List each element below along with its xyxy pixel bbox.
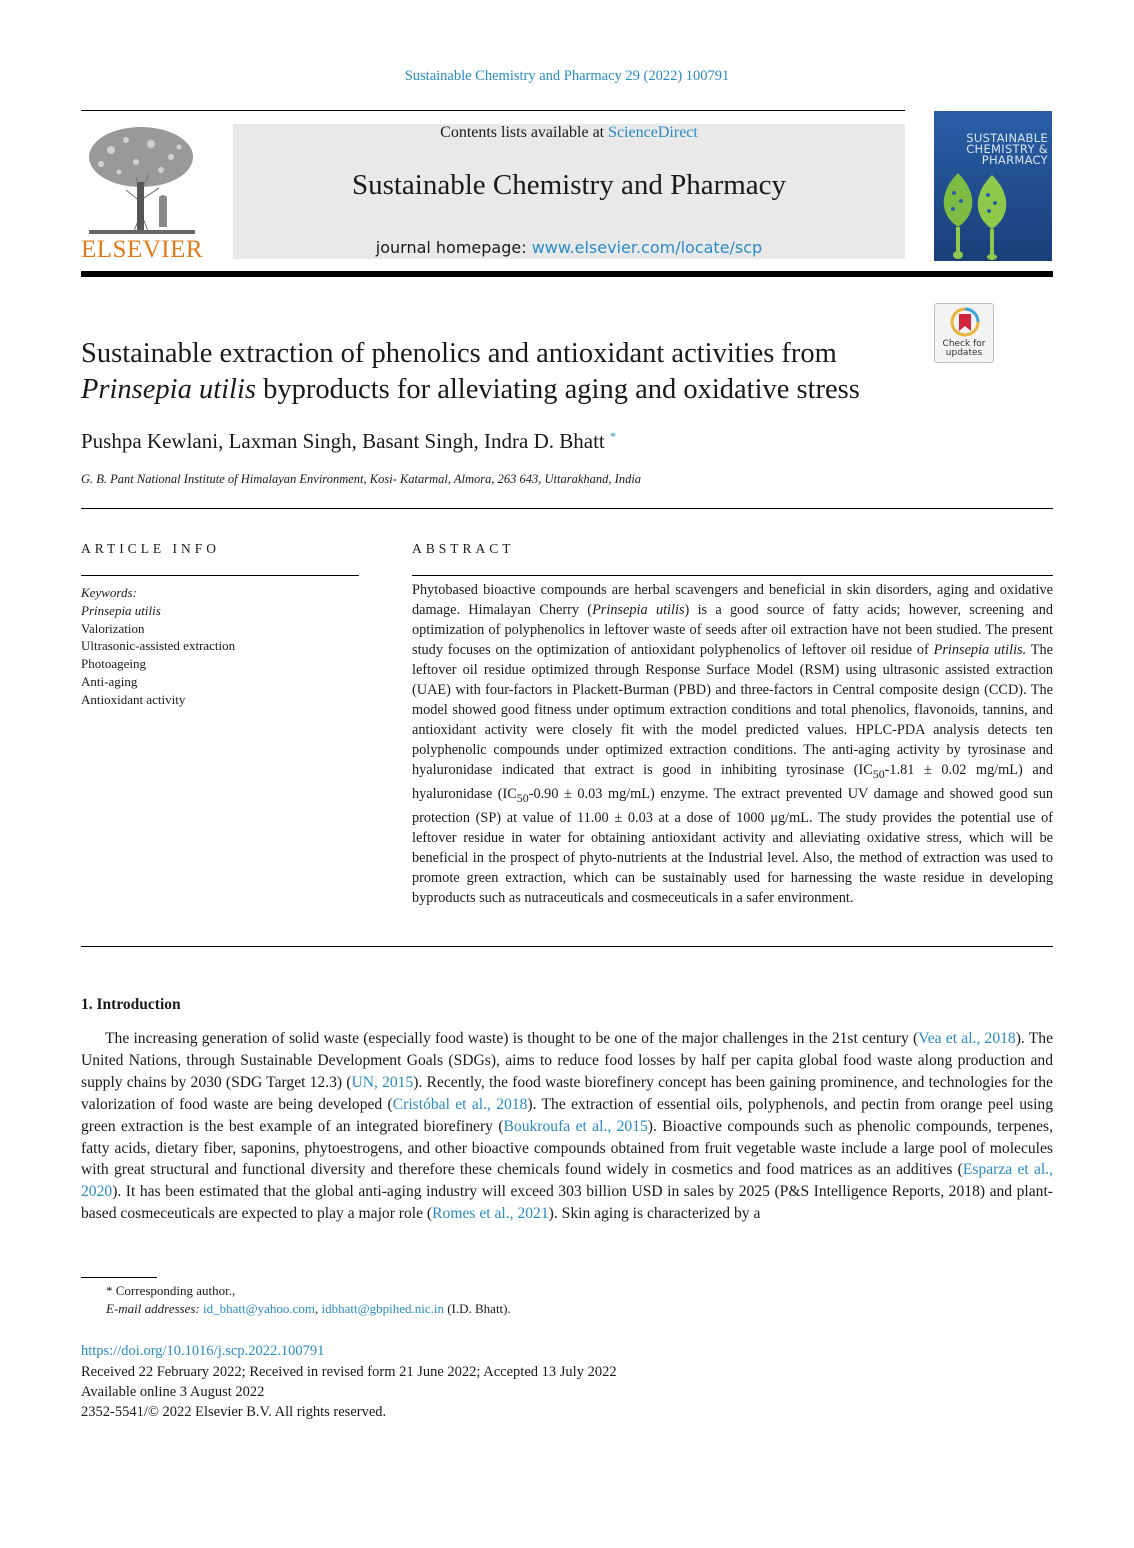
- doi-link[interactable]: [81, 1343, 324, 1360]
- abstract-text: Phytobased bioactive compounds are herbal scavengers and beneficial in skin disorders, aging and oxidative damage. Himalayan Cherry (: [412, 582, 1053, 618]
- citation-link[interactable]: Romes et al., 2021: [432, 1205, 549, 1223]
- journal-banner: [233, 124, 905, 259]
- check-for-updates-label: Check for updates: [942, 339, 986, 358]
- email-owner: (I.D. Bhatt).: [443, 1301, 511, 1316]
- check-for-updates-button[interactable]: [934, 303, 994, 363]
- citation-link[interactable]: UN, 2015: [351, 1073, 414, 1091]
- keywords-label: Keywords:: [81, 585, 137, 600]
- article-title: [81, 336, 921, 408]
- section-rule: [81, 508, 1053, 509]
- section-rule: [81, 946, 1053, 947]
- cover-title-line: SUSTAINABLE: [966, 131, 1048, 145]
- subscript: 50: [872, 766, 885, 781]
- body-text: ). The United Nations, through Sustainable Development Goals (SDGs), aims to reduce food losses by half per capita global food waste along production and supply chains by 2030 (SDG Target 12.3) (: [81, 1030, 1054, 1091]
- copyright: 2352-5541/© 2022 Elsevier B.V. All rights reserved.: [81, 1404, 387, 1420]
- abstract-text: The leftover oil residue optimized through Response Surface Model (RSM) using ultrasonic assisted extraction (UAE) with four-factors in Plackett-Burman (PBD) and three-factors in Central composite design (CCD). The model showed good fitness under optimum extraction conditions and total phenolics, flavonoids, tannins, and antioxidant activity were closely fit with the model predicted values. HPLC-PDA analysis detects ten polyphenolic compounds under optimized extraction conditions. The anti-aging activity by tyrosinase and hyaluronidase indicated that extract is good in inhibiting tyrosinase (IC: [412, 642, 1053, 778]
- email-label: E-mail addresses:: [106, 1301, 204, 1316]
- header-rule: [81, 110, 905, 111]
- keyword-item: Anti-aging: [81, 673, 138, 689]
- abstract-text: -0.90 ± 0.03 mg/mL) enzyme. The extract prevented UV damage and showed good sun protection (SP) at value of 11.00 ± 0.03 at a dose of 1000 μg/mL. The study provides the potential use of leftover residue in water for obtaining antioxidant activity and alleviating oxidative stress, which will be beneficial in the prospect of phyto-nutrients at the Industrial level. Also, the method of extraction was used to promote green extraction, which can be sustainably used for harnessing the waste residue in developing byproducts such as nutraceuticals and cosmeceuticals in a safer environment.: [412, 785, 1053, 906]
- body-text: ). Skin aging is characterized by a: [548, 1205, 761, 1223]
- elsevier-wordmark: ELSEVIER: [81, 236, 204, 263]
- title-line-2: byproducts for alleviating aging and oxidative stress: [255, 374, 860, 405]
- citation-text[interactable]: Sustainable Chemistry and Pharmacy 29 (2022) 100791: [404, 68, 730, 84]
- contents-prefix: Contents lists available at: [440, 124, 609, 141]
- citation-link[interactable]: Cristóbal et al., 2018: [392, 1095, 528, 1113]
- citation-link[interactable]: Boukroufa et al., 2015: [503, 1117, 648, 1135]
- citation-link[interactable]: Vea et al., 2018: [918, 1030, 1016, 1047]
- cover-title: [934, 133, 1048, 166]
- homepage-line: [233, 238, 905, 257]
- contents-line: [233, 124, 905, 142]
- received-dates: Received 22 February 2022; Received in revised form 21 June 2022; Accepted 13 July 2022: [81, 1364, 617, 1380]
- homepage-prefix: journal homepage:: [375, 238, 532, 257]
- keyword-item: Ultrasonic-assisted extraction: [81, 638, 236, 654]
- keyword-item: Photoageing: [81, 656, 146, 672]
- abstract-heading: ABSTRACT: [412, 541, 515, 556]
- email-addresses: [106, 1301, 511, 1317]
- journal-citation-link[interactable]: [0, 68, 1134, 85]
- affiliation: G. B. Pant National Institute of Himalayan Environment, Kosi- Katarmal, Almora, 263 643, Uttarakhand, India: [81, 472, 642, 486]
- body-text: ). The extraction of essential oils, polyphenols, and pectin from orange peel using green extraction is the best example of an integrated biorefinery (: [81, 1095, 1053, 1135]
- cover-title-line: PHARMACY: [981, 153, 1048, 167]
- title-line-1: Sustainable extraction of phenolics and antioxidant activities from: [81, 338, 837, 369]
- email-link[interactable]: id_bhatt@yahoo.com: [203, 1301, 315, 1316]
- article-info-rule: [81, 575, 359, 576]
- body-text: The increasing generation of solid waste (especially food waste) is thought to be one of the major challenges in the 21st century (: [105, 1030, 919, 1047]
- abstract-text: -1.81 ± 0.02 mg/mL) and hyaluronidase (IC: [412, 762, 1053, 802]
- journal-name: Sustainable Chemistry and Pharmacy: [351, 169, 787, 201]
- doi-text[interactable]: https://doi.org/10.1016/j.scp.2022.100791: [81, 1343, 325, 1359]
- bookmark-icon: [950, 307, 980, 339]
- keywords-list: [81, 584, 235, 709]
- cover-leaf-icon: [934, 171, 1052, 261]
- citation-link[interactable]: Esparza et al., 2020: [81, 1161, 1053, 1201]
- available-online: Available online 3 August 2022: [81, 1384, 265, 1400]
- subscript: 50: [516, 790, 529, 805]
- keyword-item: Valorization: [81, 620, 145, 636]
- body-text: ). Recently, the food waste biorefinery concept has been gaining prominence, and technologies for the valorization of food waste are being developed (: [81, 1073, 1053, 1113]
- sciencedirect-link[interactable]: ScienceDirect: [608, 124, 698, 141]
- abstract-species: Prinsepia utilis: [592, 602, 685, 618]
- homepage-link[interactable]: www.elsevier.com/locate/scp: [531, 238, 763, 257]
- header-thick-rule: [81, 271, 1053, 277]
- authors-text: Pushpa Kewlani, Laxman Singh, Basant Singh, Indra D. Bhatt: [81, 429, 605, 453]
- journal-cover-image[interactable]: [934, 111, 1052, 261]
- email-link[interactable]: idbhatt@gbpihed.nic.in: [321, 1301, 444, 1316]
- footnote-rule: [81, 1277, 157, 1278]
- abstract-species: Prinsepia utilis.: [933, 642, 1027, 658]
- article-info-heading: ARTICLE INFO: [81, 541, 221, 556]
- title-species: Prinsepia utilis: [81, 374, 256, 405]
- email-separator: ,: [315, 1301, 322, 1316]
- author-list: [81, 429, 616, 454]
- introduction-heading: 1. Introduction: [81, 996, 181, 1013]
- abstract-rule: [412, 575, 1053, 576]
- body-text: ). It has been estimated that the global anti-aging industry will exceed 303 billion USD in sales by 2025 (P&S Intelligence Reports, 2018) and plant-based cosmeceuticals are expected to play a major role (: [81, 1183, 1053, 1223]
- keyword-item: Prinsepia utilis: [81, 602, 161, 618]
- abstract-text: ) is a good source of fatty acids; however, screening and optimization of polyphenolics in leftover waste of seeds after oil extraction have not been studied. The present study focuses on the optimization of antioxidant polyphenolics of leftover oil residue of: [412, 602, 1053, 658]
- corresponding-author-marker[interactable]: *: [610, 429, 617, 443]
- abstract-body: [412, 580, 1053, 908]
- keyword-item: Antioxidant activity: [81, 691, 186, 707]
- corresponding-author-note: * Corresponding author.,: [106, 1283, 236, 1298]
- introduction-paragraph: [81, 1028, 1053, 1225]
- body-text: ). Bioactive compounds such as phenolic compounds, terpenes, fatty acids, dietary fiber, saponins, phytoestrogens, and other bioactive compounds obtained from fruit vegetable waste include a large pool of molecules with great structural and functional diversity and therefore these chemicals found widely in cosmetics and food matrices as an additives (: [81, 1117, 1053, 1179]
- cover-title-line: CHEMISTRY &: [966, 142, 1048, 156]
